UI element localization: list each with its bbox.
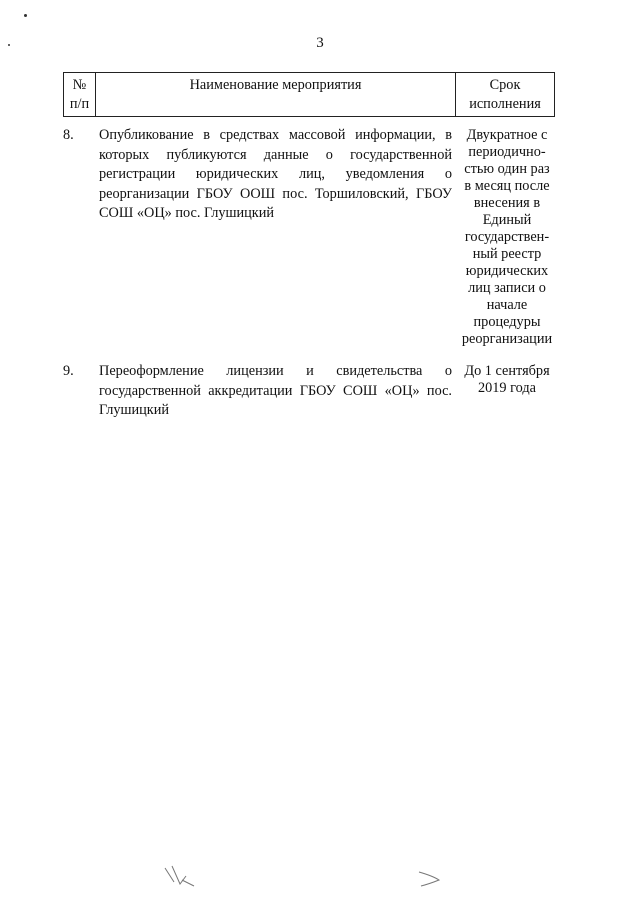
table-header <box>63 72 555 117</box>
deadline-line: ный реестр <box>472 246 542 262</box>
header-number-line: № <box>72 77 87 93</box>
table-row <box>63 362 557 421</box>
header-deadline-line: исполнения <box>469 96 541 112</box>
deadline-line: Единый <box>482 212 532 228</box>
row-deadline <box>452 362 557 421</box>
header-number-line: п/п <box>69 96 90 112</box>
deadline-line: государствен- <box>464 229 550 245</box>
table-row <box>63 126 557 348</box>
deadline-line: стью один раз <box>464 161 550 177</box>
deadline-line: юридических <box>465 263 549 279</box>
header-deadline-line: Срок <box>489 77 521 93</box>
row-description: Переоформление лицензии и свидетельства о государственной аккредитации ГБОУ СОШ «ОЦ» пос. Глушицкий <box>99 363 452 419</box>
header-deadline <box>456 73 554 116</box>
deadline-line: внесения в <box>473 195 541 211</box>
handwritten-mark-icon <box>415 868 445 890</box>
deadline-line: периодично- <box>468 144 546 160</box>
row-deadline <box>452 126 557 348</box>
header-name: Наименование мероприятия <box>96 73 456 116</box>
deadline-line: Двукратное с <box>466 127 548 143</box>
deadline-line: реорганизации <box>461 331 553 347</box>
deadline-line: начале <box>486 297 528 313</box>
deadline-line: лиц записи о <box>468 280 546 296</box>
deadline-line: До 1 сентября <box>464 363 550 379</box>
deadline-line: 2019 года <box>477 380 537 396</box>
scan-speck <box>24 14 27 17</box>
row-number: 8. <box>63 127 74 143</box>
row-description: Опубликование в средствах массовой информации, в которых публикуются данные о государственной регистрации юридических лиц, уведомления о реорганизации ГБОУ ООШ пос. Торшиловский, ГБОУ СОШ «ОЦ» пос. Глушицкий <box>99 127 452 222</box>
deadline-line: процедуры <box>473 314 541 330</box>
header-number <box>64 73 96 116</box>
deadline-line: в месяц после <box>464 178 550 194</box>
handwritten-mark-icon <box>160 860 200 890</box>
row-number: 9. <box>63 363 74 379</box>
scan-speck <box>8 44 10 46</box>
page-number: 3 <box>316 35 324 51</box>
